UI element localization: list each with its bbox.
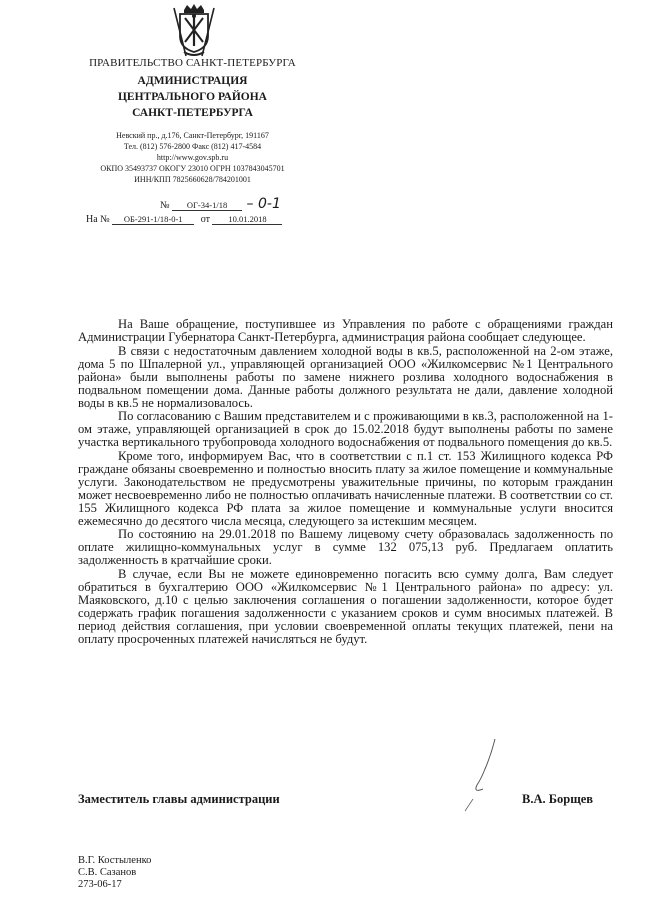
reply-reference-line (86, 214, 282, 225)
government-title: ПРАВИТЕЛЬСТВО САНКТ-ПЕТЕРБУРГА (89, 57, 296, 69)
address-line: Невский пр., д.176, Санкт-Петербург, 191167 (116, 131, 269, 140)
outgoing-number: ОГ-34-1/18 (172, 200, 242, 211)
executor-name: В.Г. Костыленко (78, 855, 152, 866)
website-line: http://www.gov.spb.ru (156, 153, 229, 162)
administration-title (55, 73, 330, 121)
executor-name: С.В. Сазанов (78, 867, 137, 878)
tax-id-line: ИНН/КПП 7825660628/784201001 (134, 175, 251, 184)
body-paragraph: В случае, если Вы не можете единовременно погасить всю сумму долга, Вам следует обратиться в бухгалтерию ООО «Жилкомсервис №1 Центрального района» по адресу: ул. Маяковского, д.10 с целью заключения соглашения о погашении задолженности, которое будет содержать график погашения задолженности с указанием сроков и сумм вносимых платежей. В период действия соглашения, при условии своевременной оплаты текущих платежей, пени на оплату просроченных платежей начисляться не будут. (78, 566, 613, 646)
registry-codes-line: ОКПО 35493737 ОКОГУ 23010 ОГРН 1037843045701 (100, 164, 285, 173)
signatory-name: В.А. Борщев (522, 792, 594, 806)
administration-title-line: САНКТ-ПЕТЕРБУРГА (132, 107, 253, 119)
number-prefix: № (160, 200, 170, 211)
body-paragraph: В связи с недостаточным давлением холодной воды в кв.5, расположенной на 2-ом этаже, дома 5 по Шпалерной ул., управляющей организацией ООО «Жилкомсервис №1 Центрального района» были выполнены работы по замене нижнего розлива холодного водоснабжения в подвальном помещении дома. Данные работы должного результата не дали, давление холодной воды в кв.5 не нормализовалось. (78, 343, 613, 410)
executors-block (78, 855, 151, 891)
body-paragraph: На Ваше обращение, поступившее из Управления по работе с обращениями граждан Администрации Губернатора Санкт-Петербурга, администрация района сообщает следующее. (78, 317, 613, 344)
signatory-title: Заместитель главы администрации (78, 792, 280, 806)
administration-title-line: ЦЕНТРАЛЬНОГО РАЙОНА (117, 91, 267, 103)
reply-number: ОБ-291-1/18-0-1 (112, 214, 194, 225)
reply-prefix: На № (86, 214, 110, 225)
letter-body (78, 318, 613, 646)
date-prefix: от (200, 214, 210, 225)
handwritten-number-suffix: – 0-1 (246, 196, 281, 212)
outgoing-number-line (160, 196, 281, 212)
coat-of-arms-emblem (170, 2, 218, 58)
handwritten-signature (455, 735, 515, 815)
reply-date: 10.01.2018 (212, 214, 282, 225)
phone-fax-line: Тел. (812) 576-2800 Факс (812) 417-4584 (123, 142, 262, 151)
body-paragraph: По согласованию с Вашим представителем и с проживающими в кв.3, расположенной на 1-ом этаже, управляющей организацией в срок до 15.02.2018 будут выполнены работы по замене участка вертикального трубопровода холодного водоснабжения от подвального помещения до кв.5. (78, 409, 613, 449)
body-paragraph: По состоянию на 29.01.2018 по Вашему лицевому счету образовалась задолженность по оплате жилищно-коммунальных услуг в сумме 132 075,13 руб. Предлагаем оплатить задолженность в кратчайшие сроки. (78, 527, 613, 567)
contact-details (55, 130, 330, 185)
administration-title-line: АДМИНИСТРАЦИЯ (137, 75, 248, 87)
body-paragraph: Кроме того, информируем Вас, что в соответствии с п.1 ст. 153 Жилищного кодекса РФ граждане обязаны своевременно и полностью вносить плату за жилое помещение и коммунальные услуги. Законодательством не предусмотрены уважительные причины, по которым гражданин может несвоевременно либо не полностью оплачивать начисленные платежи. В соответствии со ст. 155 Жилищного кодекса РФ плата за жилое помещение и коммунальные услуги вносится ежемесячно до десятого числа месяца, следующего за истекшим месяцем. (78, 448, 613, 528)
executor-phone: 273-06-17 (78, 879, 122, 890)
